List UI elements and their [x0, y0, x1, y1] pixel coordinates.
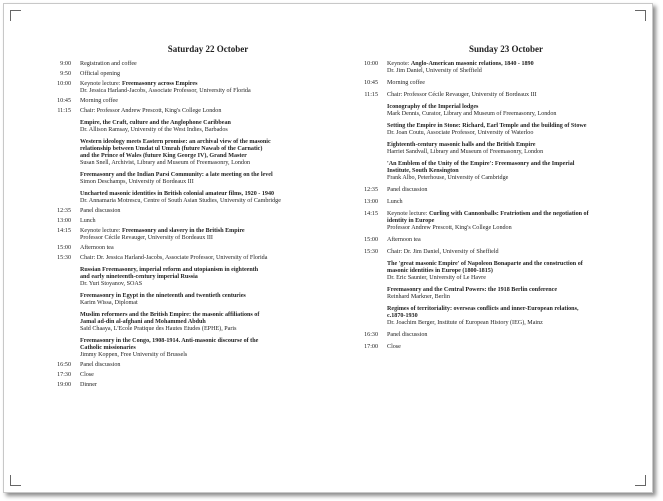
session-details: [387, 261, 618, 282]
session-details: [80, 98, 324, 105]
schedule-row: [44, 81, 324, 95]
session-title: c.1870-1930: [387, 313, 418, 319]
session-text: Keynote lecture:: [387, 211, 429, 217]
session-title: Muslim reformers and the British Empire: the masonic affiliations of: [80, 312, 260, 318]
session-text: Dr. Eric Saunier, University of Le Havre: [387, 275, 486, 281]
schedule-row: [356, 306, 618, 327]
session-line: [80, 245, 324, 252]
session-details: [387, 332, 618, 339]
session-time: 16:30: [364, 332, 378, 338]
session-line: [387, 149, 618, 156]
session-title: identity in Europe: [387, 218, 435, 224]
session-details: [80, 245, 324, 252]
session-text: Chair: Dr. Jim Daniel, University of Sheffield: [387, 249, 499, 255]
session-line: [387, 268, 618, 275]
session-time: 15:00: [364, 237, 378, 243]
schedule-row: [356, 344, 618, 351]
session-time: 11:15: [364, 92, 378, 98]
session-text: Keynote:: [387, 61, 411, 67]
session-line: [387, 61, 618, 68]
session-line: [387, 123, 618, 130]
session-details: [80, 312, 324, 333]
session-details: [387, 306, 618, 327]
session-line: [80, 120, 324, 127]
schedule-row: [44, 61, 324, 68]
session-time: 9:50: [60, 71, 71, 77]
session-text: Afternoon tea: [80, 245, 114, 251]
session-time: [44, 338, 80, 359]
saturday-schedule: [44, 61, 324, 389]
session-details: [80, 139, 324, 167]
session-text: Dr. Jim Daniel, University of Sheffield: [387, 68, 482, 74]
session-line: [80, 293, 324, 300]
session-time: [356, 261, 387, 282]
session-text: Chair: Professor Cécile Revauger, University of Bordeaux III: [387, 92, 537, 98]
session-text: Professor Andrew Prescott, King's College London: [387, 225, 512, 231]
session-line: [80, 382, 324, 389]
session-time: [356, 142, 387, 156]
document-page: [3, 3, 653, 493]
session-text: Panel discussion: [387, 332, 428, 338]
session-text: Susan Snell, Archivist, Library and Museum of Freemasonry, London: [80, 160, 251, 166]
schedule-row: [356, 187, 618, 194]
session-details: [387, 80, 618, 87]
schedule-row: [44, 172, 324, 186]
session-time: 17:00: [364, 344, 378, 350]
session-text: Close: [80, 372, 94, 378]
sunday-heading: Sunday 23 October: [468, 44, 543, 54]
schedule-row: [44, 372, 324, 379]
session-title: Setting the Empire in Stone: Richard, Earl Temple and the building of Stowe: [387, 123, 587, 129]
session-line: [387, 175, 618, 182]
session-text: Reinhard Markner, Berlin: [387, 294, 450, 300]
session-text: Afternoon tea: [387, 237, 421, 243]
session-line: [80, 146, 324, 153]
session-text: Harriet Sandvall, Library and Museum of Freemasonry, London: [387, 149, 544, 155]
session-details: [80, 172, 324, 186]
session-line: [387, 168, 618, 175]
session-time: [44, 267, 80, 288]
crop-mark-bottom-right: [635, 475, 646, 486]
session-line: [80, 153, 324, 160]
session-text: Chair: Dr. Jessica Harland-Jacobs, Associate Professor, University of Florida: [80, 255, 268, 261]
session-line: [387, 187, 618, 194]
schedule-row: [356, 261, 618, 282]
session-text: Registration and coffee: [80, 61, 137, 67]
session-title: Catholic missionaries: [80, 345, 136, 351]
session-time: 12:35: [57, 208, 71, 214]
session-title: Regimes of territoriality: overseas conflicts and inner-European relations,: [387, 306, 579, 312]
session-time: 16:50: [57, 362, 71, 368]
schedule-row: [356, 104, 618, 118]
session-time: [356, 306, 387, 327]
session-text: Dr. Jessica Harland-Jacobs, Associate Professor, University of Florida: [80, 88, 251, 94]
session-line: [387, 199, 618, 206]
session-line: [80, 312, 324, 319]
session-title: Freemasonry and the Central Powers: the 1918 Berlin conference: [387, 287, 558, 293]
session-line: [387, 211, 618, 218]
session-title: masonic identities in Europe (1800-1815): [387, 268, 493, 274]
session-time: [44, 139, 80, 167]
session-text: Mark Dennis, Curator, Library and Museum of Freemasonry, London: [387, 111, 557, 117]
session-line: [387, 218, 618, 225]
session-title: and early nineteenth-century imperial Russia: [80, 274, 198, 280]
session-time: [44, 172, 80, 186]
session-line: [387, 261, 618, 268]
session-line: [387, 130, 618, 137]
session-line: [387, 294, 618, 301]
schedule-row: [356, 211, 618, 232]
session-text: Chair: Professor Andrew Prescott, King's College London: [80, 108, 222, 114]
schedule-row: [356, 287, 618, 301]
session-details: [387, 92, 618, 99]
session-details: [80, 71, 324, 78]
crop-mark-bottom-left: [10, 475, 21, 486]
session-details: [80, 228, 324, 242]
session-title: Russian Freemasonry, imperial reform and utopianism in eighteenth: [80, 267, 259, 273]
session-details: [387, 199, 618, 206]
crop-mark-top-right: [635, 10, 646, 21]
session-line: [387, 142, 618, 149]
session-time: 19:00: [57, 382, 71, 388]
session-line: [80, 255, 324, 262]
session-details: [80, 208, 324, 215]
session-line: [80, 319, 324, 326]
session-line: [80, 88, 324, 95]
session-line: [80, 71, 324, 78]
session-details: [80, 293, 324, 307]
schedule-row: [44, 245, 324, 252]
session-time: 15:00: [57, 245, 71, 251]
session-time: [356, 287, 387, 301]
session-line: [80, 172, 324, 179]
session-text: Simon Deschamps, University of Bordeaux III: [80, 179, 194, 185]
session-text: Lunch: [387, 199, 403, 205]
session-text: Official opening: [80, 71, 120, 77]
session-time: 13:00: [57, 218, 71, 224]
session-details: [80, 362, 324, 369]
schedule-row: [44, 267, 324, 288]
session-details: [80, 338, 324, 359]
session-text: Panel discussion: [80, 362, 121, 368]
session-details: [80, 255, 324, 262]
session-text: Morning coffee: [387, 80, 425, 86]
schedule-row: [356, 123, 618, 137]
session-details: [80, 267, 324, 288]
session-time: 10:45: [57, 98, 71, 104]
session-details: [387, 249, 618, 256]
session-text: Frank Albo, Peterhouse, University of Cambridge: [387, 175, 509, 181]
session-line: [80, 235, 324, 242]
session-title: relationship between Umdat ul Umrah (future Nawab of the Carnatic): [80, 146, 263, 152]
schedule-row: [44, 191, 324, 205]
session-line: [387, 104, 618, 111]
session-text: Dr. Joachim Berger, Institute of European History (IEG), Mainz: [387, 320, 543, 326]
session-line: [387, 249, 618, 256]
session-title: Curling with Cannonballs: Fratriotism and the negotiation of: [428, 211, 589, 217]
session-time: 17:30: [57, 372, 71, 378]
session-time: 10:00: [57, 81, 71, 87]
session-title: Institute, South Kensington: [387, 168, 459, 174]
session-details: [80, 108, 324, 115]
session-details: [80, 61, 324, 68]
session-line: [80, 127, 324, 134]
session-title: Freemasonry across Empires: [121, 81, 198, 87]
session-line: [80, 362, 324, 369]
session-line: [80, 345, 324, 352]
sunday-column: [356, 44, 618, 351]
schedule-row: [44, 382, 324, 389]
session-title: Western ideology meets Eastern promise: an archival view of the masonic: [80, 139, 271, 145]
session-text: Close: [387, 344, 401, 350]
session-time: [356, 123, 387, 137]
session-line: [80, 160, 324, 167]
session-text: Professor Cécile Revauger, University of Bordeaux III: [80, 235, 213, 241]
session-time: [44, 191, 80, 205]
session-text: Jimmy Koppen, Free University of Brussels: [80, 352, 188, 358]
session-text: Saïd Chaaya, L'Ecole Pratique des Hautes Etudes (EPHE), Paris: [80, 326, 237, 332]
session-line: [80, 191, 324, 198]
schedule-row: [44, 71, 324, 78]
schedule-row: [356, 237, 618, 244]
session-line: [80, 338, 324, 345]
schedule-row: [356, 61, 618, 75]
session-title: Freemasonry in Egypt in the nineteenth and twentieth centuries: [80, 293, 246, 299]
session-line: [387, 80, 618, 87]
session-line: [387, 332, 618, 339]
session-line: [80, 326, 324, 333]
session-text: Dr. Annamaria Motrescu, Centre of South Asian Studies, University of Cambridge: [80, 198, 281, 204]
session-details: [80, 191, 324, 205]
session-time: 14:15: [364, 211, 378, 217]
session-details: [387, 344, 618, 351]
session-text: Panel discussion: [387, 187, 428, 193]
session-line: [387, 306, 618, 313]
session-details: [80, 372, 324, 379]
session-line: [80, 208, 324, 215]
session-details: [387, 187, 618, 194]
session-line: [387, 287, 618, 294]
session-title: Empire, the Craft, culture and the Anglophone Caribbean: [80, 120, 231, 126]
session-text: Dr. Joan Coutu, Associate Professor, University of Waterloo: [387, 130, 534, 136]
session-details: [387, 104, 618, 118]
schedule-row: [356, 92, 618, 99]
schedule-row: [356, 80, 618, 87]
session-details: [387, 211, 618, 232]
crop-mark-top-left: [10, 10, 21, 21]
session-line: [80, 300, 324, 307]
session-time: [44, 120, 80, 134]
session-time: [356, 161, 387, 182]
schedule-row: [44, 228, 324, 242]
session-text: Karim Wissa, Diplomat: [80, 300, 138, 306]
schedule-row: [356, 332, 618, 339]
session-line: [80, 218, 324, 225]
saturday-column: [44, 44, 324, 389]
session-details: [80, 81, 324, 95]
schedule-row: [356, 161, 618, 182]
session-text: Keynote lecture:: [80, 81, 122, 87]
session-title: Freemasonry in the Congo, 1908-1914. Anti-masonic discourse of the: [80, 338, 259, 344]
saturday-heading: Saturday 22 October: [167, 44, 249, 54]
session-line: [80, 139, 324, 146]
session-time: [44, 312, 80, 333]
schedule-row: [44, 362, 324, 369]
session-details: [80, 382, 324, 389]
session-title: Anglo-American masonic relations, 1840 - 1890: [410, 61, 534, 67]
session-time: [44, 293, 80, 307]
schedule-row: [44, 98, 324, 105]
schedule-row: [44, 338, 324, 359]
session-text: Dr. Yuri Stoyanov, SOAS: [80, 281, 143, 287]
session-line: [80, 98, 324, 105]
session-title: Eighteenth-century masonic halls and the British Empire: [387, 142, 536, 148]
session-line: [387, 344, 618, 351]
sunday-schedule: [356, 61, 618, 351]
session-line: [80, 352, 324, 359]
schedule-row: [356, 142, 618, 156]
session-title: Freemasonry and slavery in the British Empire: [121, 228, 245, 234]
session-details: [80, 120, 324, 134]
session-line: [80, 228, 324, 235]
session-details: [387, 287, 618, 301]
session-line: [387, 161, 618, 168]
session-line: [80, 267, 324, 274]
session-time: 10:45: [364, 80, 378, 86]
session-line: [387, 320, 618, 327]
session-details: [387, 123, 618, 137]
schedule-row: [44, 255, 324, 262]
session-line: [80, 81, 324, 88]
session-line: [387, 237, 618, 244]
session-time: 10:00: [364, 61, 378, 67]
session-time: 15:30: [364, 249, 378, 255]
session-line: [80, 108, 324, 115]
schedule-row: [44, 218, 324, 225]
session-line: [387, 68, 618, 75]
session-line: [387, 313, 618, 320]
session-text: Morning coffee: [80, 98, 118, 104]
session-line: [387, 225, 618, 232]
session-title: Freemasonry and the Indian Parsi Community: a late meeting on the level: [80, 172, 273, 178]
session-time: 15:30: [57, 255, 71, 261]
session-title: 'An Emblem of the Unity of the Empire': Freemasonry and the Imperial: [387, 161, 575, 167]
session-line: [80, 179, 324, 186]
session-title: and the Prince of Wales (future King George IV), Grand Master: [80, 153, 247, 159]
session-time: 12:35: [364, 187, 378, 193]
session-line: [80, 198, 324, 205]
session-time: [356, 104, 387, 118]
session-text: Dinner: [80, 382, 97, 388]
session-details: [387, 61, 618, 75]
session-line: [80, 372, 324, 379]
session-title: Uncharted masonic identities in British colonial amateur films, 1920 - 1940: [80, 191, 275, 197]
schedule-row: [44, 108, 324, 115]
session-time: 14:15: [57, 228, 71, 234]
schedule-row: [44, 293, 324, 307]
session-title: Jamal ad-din al-afghani and Mohammed Abduh: [80, 319, 206, 325]
schedule-row: [356, 249, 618, 256]
session-line: [387, 92, 618, 99]
session-line: [80, 274, 324, 281]
session-time: 11:15: [57, 108, 71, 114]
session-line: [80, 61, 324, 68]
session-time: 13:00: [364, 199, 378, 205]
session-text: Keynote lecture:: [80, 228, 122, 234]
session-title: The 'great masonic Empire' of Napoleon Bonaparte and the construction of: [387, 261, 583, 267]
schedule-row: [44, 120, 324, 134]
session-text: Lunch: [80, 218, 96, 224]
session-title: Iconography of the Imperial lodges: [387, 104, 479, 110]
schedule-row: [44, 312, 324, 333]
session-time: 9:00: [60, 61, 71, 67]
session-details: [387, 161, 618, 182]
schedule-row: [44, 208, 324, 215]
session-text: Panel discussion: [80, 208, 121, 214]
session-details: [387, 142, 618, 156]
session-line: [387, 111, 618, 118]
session-line: [80, 281, 324, 288]
session-line: [387, 275, 618, 282]
schedule-row: [356, 199, 618, 206]
schedule-row: [44, 139, 324, 167]
session-details: [387, 237, 618, 244]
session-text: Dr. Allison Ramsay, University of the West Indies, Barbados: [80, 127, 228, 133]
session-details: [80, 218, 324, 225]
